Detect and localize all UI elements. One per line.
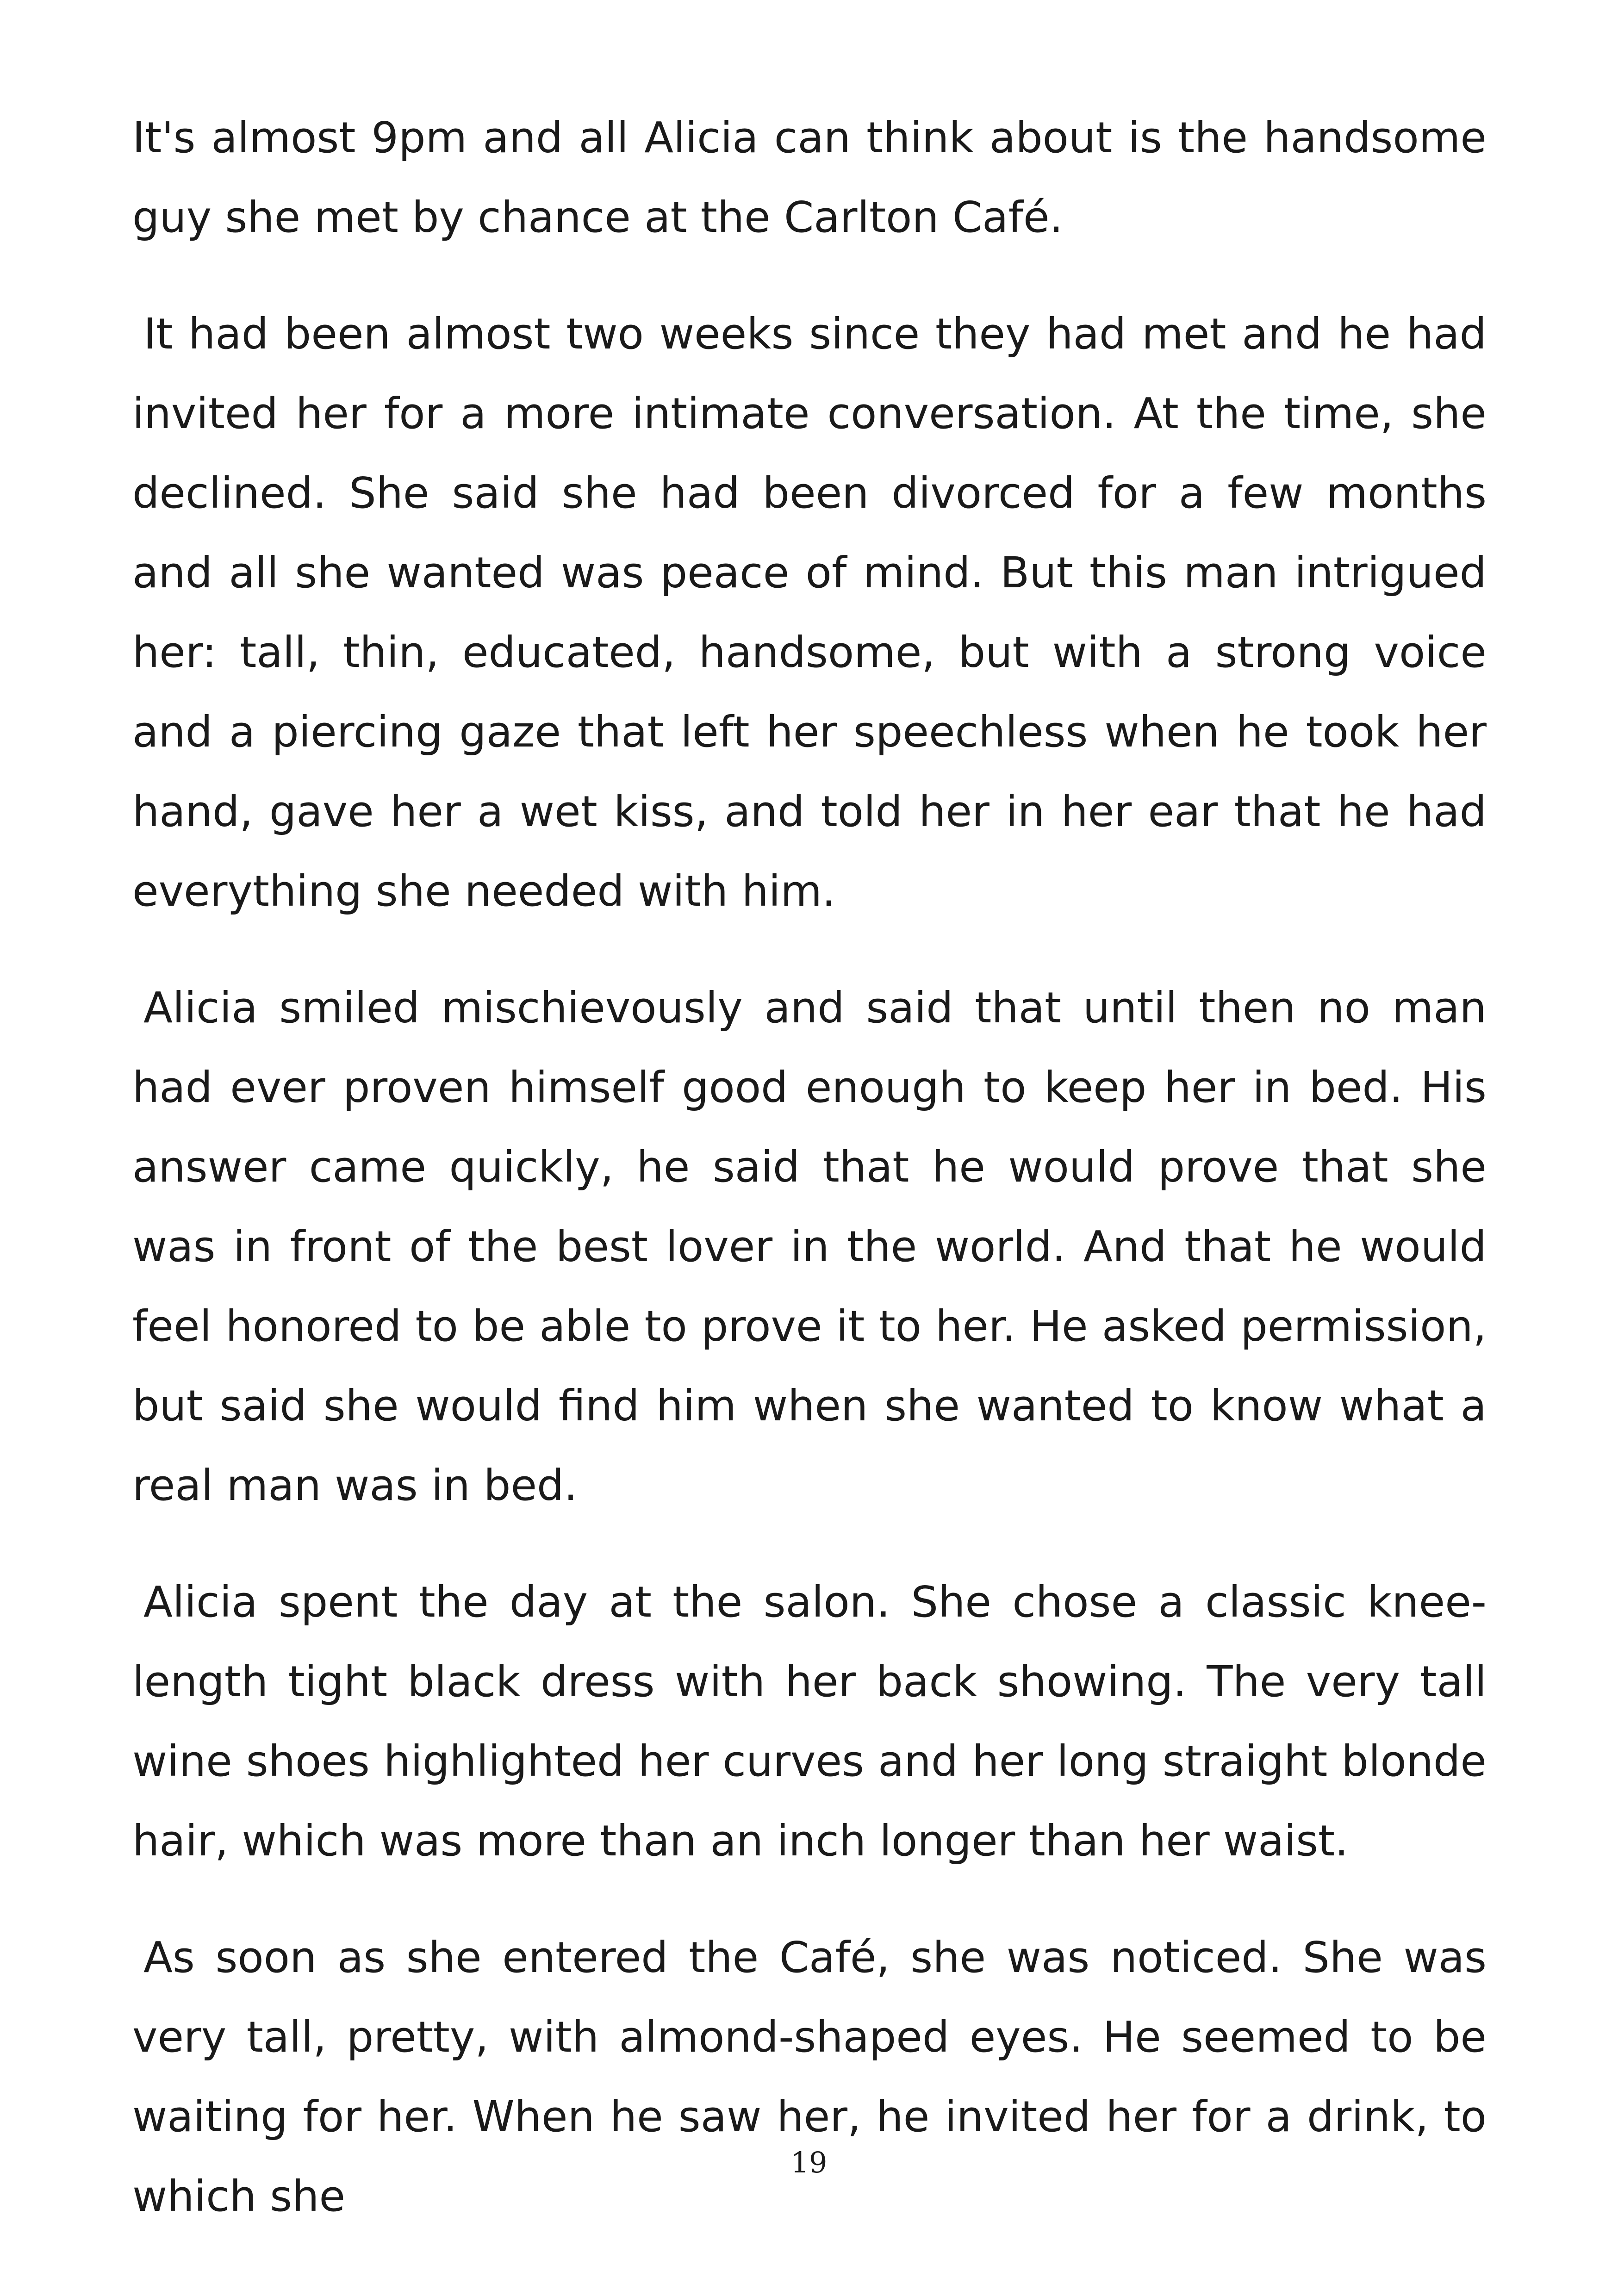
paragraph-5: As soon as she entered the Café, she was noticed. She was very tall, pretty, with almond-shaped eyes. He seemed to be waiting for her. When he saw her, he invited her for a drink, to which she [132, 1933, 1487, 2221]
paragraph-3: Alicia smiled mischievously and said that until then no man had ever proven himself good enough to keep her in bed. His answer came quickly, he said that he would prove that she was in front of the best lover in the world. And that he would feel honored to be able to prove it to her. He asked permission, but said she would find him when she wanted to know what a real man was in bed. [132, 983, 1487, 1510]
body-text [132, 98, 1487, 2273]
paragraph-1: It's almost 9pm and all Alicia can think about is the handsome guy she met by chance at the Carlton Café. [132, 113, 1487, 242]
page-number: 19 [790, 2146, 828, 2179]
paragraph-4: Alicia spent the day at the salon. She chose a classic knee-length tight black dress with her back showing. The very tall wine shoes highlighted her curves and her long straight blonde hair, which was more than an inch longer than her waist. [132, 1577, 1487, 1866]
paragraph-2: It had been almost two weeks since they had met and he had invited her for a more intimate conversation. At the time, she declined. She said she had been divorced for a few months and all she wanted was peace of mind. But this man intrigued her: tall, thin, educated, handsome, but with a strong voice and a piercing gaze that left her speechless when he took her hand, gave her a wet kiss, and told her in her ear that he had everything she needed with him. [132, 309, 1487, 916]
